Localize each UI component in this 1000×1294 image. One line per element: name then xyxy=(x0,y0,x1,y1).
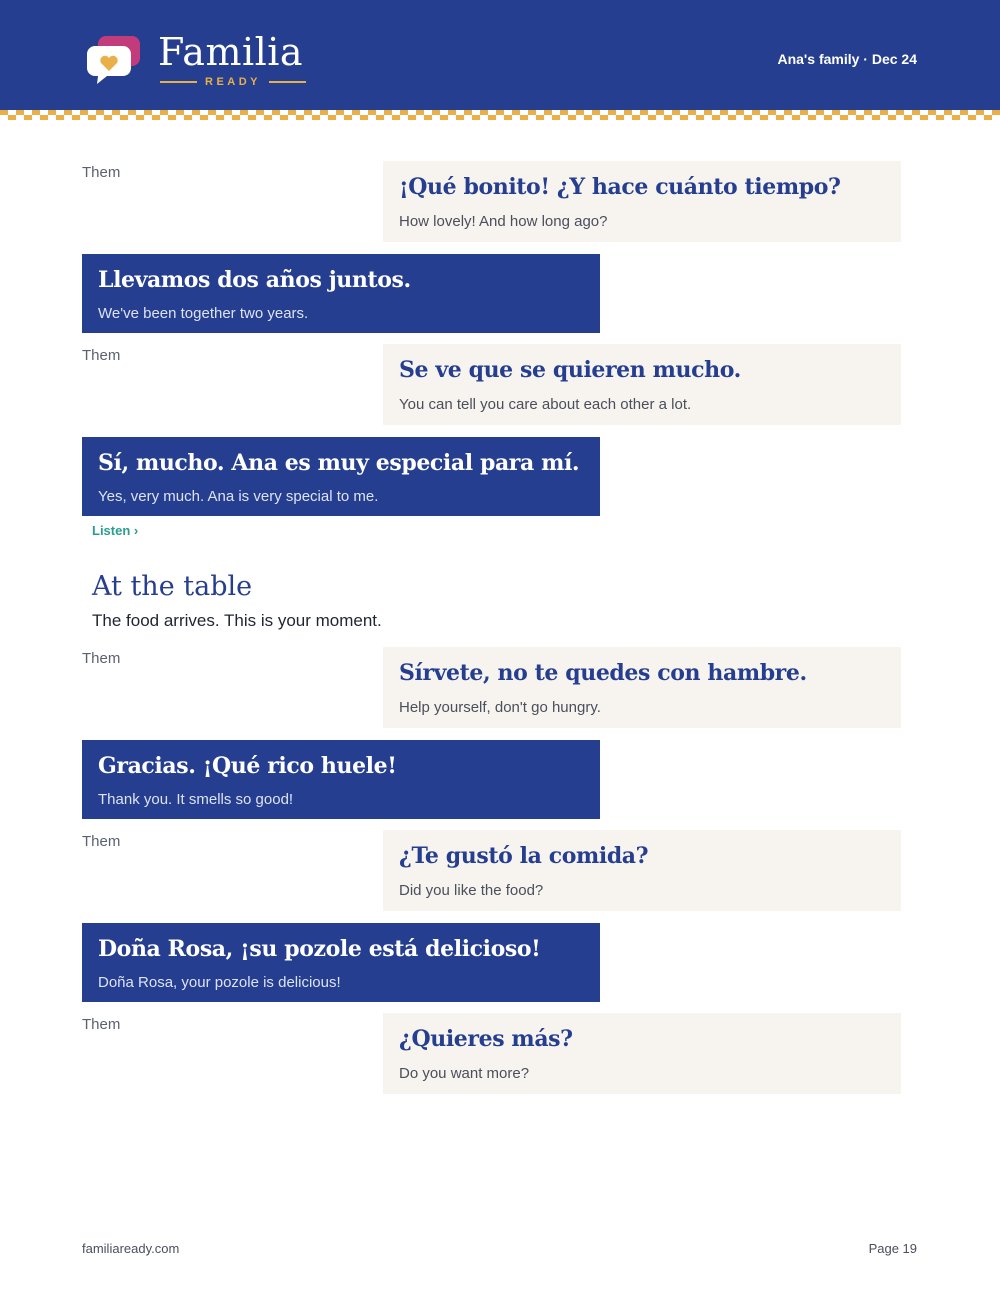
english-translation: How lovely! And how long ago? xyxy=(399,213,608,230)
dialogue-line xyxy=(82,647,901,728)
you-bubble xyxy=(82,437,600,516)
spanish-phrase: ¿Te gustó la comida? xyxy=(399,843,649,869)
listen-link[interactable]: Listen › xyxy=(92,523,139,538)
brand-name: Familia xyxy=(158,30,304,74)
chat-heart-icon xyxy=(86,32,142,84)
dialogue-line xyxy=(82,1013,901,1094)
english-translation: Do you want more? xyxy=(399,1065,530,1082)
you-bubble xyxy=(82,740,600,819)
brand-tagline xyxy=(160,74,306,90)
dialogue-line xyxy=(82,254,901,333)
section-subtitle: The food arrives. This is your moment. xyxy=(92,611,382,630)
english-translation: You can tell you care about each other a lot. xyxy=(399,396,692,413)
section-title: At the table xyxy=(92,571,253,602)
english-translation: Doña Rosa, your pozole is delicious! xyxy=(98,974,341,991)
them-bubble xyxy=(383,161,901,242)
speaker-label: Them xyxy=(82,833,121,850)
dialogue-line xyxy=(82,344,901,425)
english-translation: Yes, very much. Ana is very special to me. xyxy=(98,488,379,505)
speaker-label: Them xyxy=(82,1016,121,1033)
checker-border xyxy=(0,110,1000,120)
tagline-text: READY xyxy=(205,76,262,88)
them-bubble xyxy=(383,830,901,911)
english-translation: Help yourself, don't go hungry. xyxy=(399,699,601,716)
english-translation: Did you like the food? xyxy=(399,882,544,899)
spanish-phrase: Sírvete, no te quedes con hambre. xyxy=(399,660,807,686)
spanish-phrase: Doña Rosa, ¡su pozole está delicioso! xyxy=(98,936,541,962)
spanish-phrase: Gracias. ¡Qué rico huele! xyxy=(98,753,397,779)
english-translation: Thank you. It smells so good! xyxy=(98,791,294,808)
dialogue-line xyxy=(82,740,901,819)
header-meta: Ana's family · Dec 24 xyxy=(777,51,917,67)
them-bubble xyxy=(383,1013,901,1094)
spanish-phrase: Se ve que se quieren mucho. xyxy=(399,357,741,383)
speaker-label: Them xyxy=(82,650,121,667)
you-bubble xyxy=(82,923,600,1002)
spanish-phrase: ¿Quieres más? xyxy=(399,1026,573,1052)
dialogue-line xyxy=(82,437,901,516)
page-header xyxy=(0,0,1000,110)
them-bubble xyxy=(383,647,901,728)
spanish-phrase: ¡Qué bonito! ¿Y hace cuánto tiempo? xyxy=(399,174,841,200)
them-bubble xyxy=(383,344,901,425)
spanish-phrase: Sí, mucho. Ana es muy especial para mí. xyxy=(98,450,580,476)
footer-page-number: Page 19 xyxy=(868,1241,917,1256)
speaker-label: Them xyxy=(82,347,121,364)
dialogue-line xyxy=(82,923,901,1002)
spanish-phrase: Llevamos dos años juntos. xyxy=(98,267,411,293)
english-translation: We've been together two years. xyxy=(98,305,309,322)
dialogue-line xyxy=(82,830,901,911)
tagline-rule-left xyxy=(160,81,197,83)
you-bubble xyxy=(82,254,600,333)
tagline-rule-right xyxy=(269,81,306,83)
dialogue-line xyxy=(82,161,901,242)
footer-site: familiaready.com xyxy=(82,1241,180,1256)
speaker-label: Them xyxy=(82,164,121,181)
